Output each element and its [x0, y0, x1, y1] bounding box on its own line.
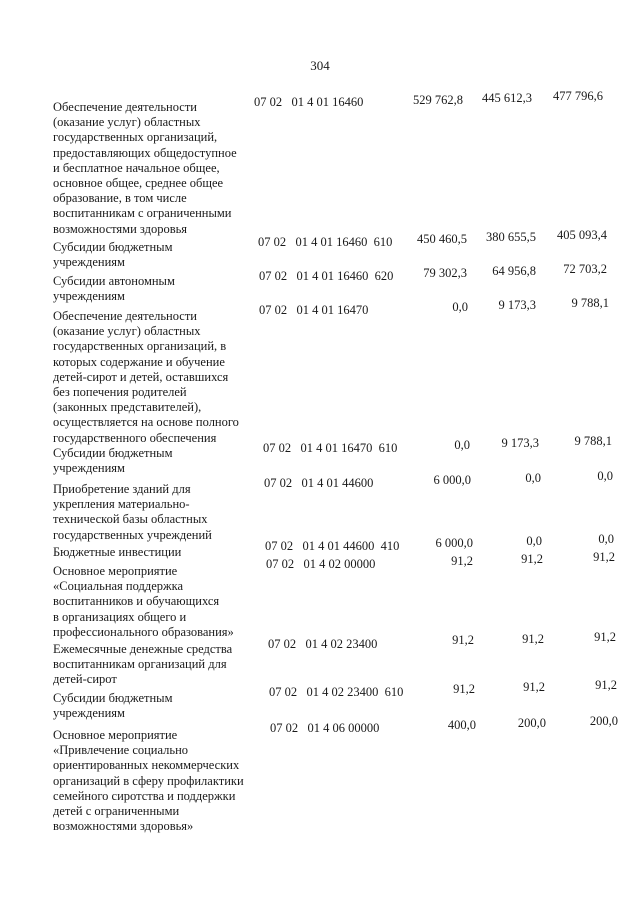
row-description: Ежемесячные денежные средства воспитанникам организаций для детей-сирот — [53, 642, 233, 687]
row-code: 07 02 01 4 01 16460 610 — [258, 235, 393, 249]
row-code: 07 02 01 4 02 23400 — [268, 637, 378, 651]
row-value-3: 72 703,2 — [563, 262, 607, 276]
row-value-1: 79 302,3 — [423, 266, 467, 280]
row-code: 07 02 01 4 01 16460 — [254, 95, 364, 109]
row-code: 07 02 01 4 01 16470 — [259, 303, 369, 317]
row-value-2: 0,0 — [525, 471, 541, 485]
row-value-1: 6 000,0 — [433, 473, 471, 487]
row-code: 07 02 01 4 01 44600 — [264, 476, 374, 490]
row-description: Основное мероприятие «Социальная поддержка воспитанников и обучающихся в организациях общего и профессионального образования» — [53, 564, 234, 639]
row-value-3: 9 788,1 — [571, 296, 609, 310]
row-code: 07 02 01 4 02 00000 — [266, 557, 376, 571]
row-value-2: 0,0 — [526, 534, 542, 548]
row-code: 07 02 01 4 01 44600 410 — [265, 539, 400, 553]
page-number: 304 — [310, 58, 330, 73]
row-description: Субсидии бюджетным учреждениям — [53, 691, 173, 721]
row-description: Субсидии бюджетным учреждениям — [53, 446, 173, 476]
row-code: 07 02 01 4 01 16460 620 — [259, 269, 394, 283]
row-value-1: 450 460,5 — [417, 232, 467, 246]
row-value-3: 9 788,1 — [574, 434, 612, 448]
row-value-3: 91,2 — [595, 678, 617, 692]
row-description: Субсидии бюджетным учреждениям — [53, 240, 173, 270]
row-value-1: 6 000,0 — [435, 536, 473, 550]
row-value-2: 91,2 — [522, 632, 544, 646]
row-code: 07 02 01 4 02 23400 610 — [269, 685, 404, 699]
row-description: Приобретение зданий для укрепления материально- технической базы областных государственных учреждений — [53, 482, 212, 542]
row-value-3: 0,0 — [597, 469, 613, 483]
row-value-2: 64 956,8 — [492, 264, 536, 278]
row-description: Обеспечение деятельности (оказание услуг) областных государственных организаций, предоставляющих общедоступное и бесплатное начальное общее, основное общее, среднее общее образование, в том числе воспитанникам с ограниченными возможностями здоровья — [53, 100, 237, 236]
row-value-3: 405 093,4 — [557, 228, 607, 242]
row-value-3: 0,0 — [598, 532, 614, 546]
row-value-3: 200,0 — [589, 714, 618, 728]
row-value-1: 91,2 — [452, 633, 474, 647]
row-value-2: 91,2 — [521, 552, 543, 566]
row-value-1: 0,0 — [454, 438, 470, 452]
row-code: 07 02 01 4 01 16470 610 — [263, 441, 398, 455]
row-value-1: 400,0 — [447, 718, 476, 732]
row-value-3: 91,2 — [593, 550, 615, 564]
row-value-1: 0,0 — [452, 300, 468, 314]
row-value-3: 91,2 — [594, 630, 616, 644]
row-code: 07 02 01 4 06 00000 — [270, 721, 380, 735]
row-value-3: 477 796,6 — [553, 89, 603, 103]
row-value-2: 445 612,3 — [482, 91, 532, 105]
row-description: Основное мероприятие «Привлечение социально ориентированных некоммерческих организаций в сферу профилактики семейного сиротства и поддержки детей с ограниченными возможностями здоровья» — [53, 728, 244, 834]
row-value-2: 9 173,3 — [498, 298, 536, 312]
row-value-1: 91,2 — [451, 554, 473, 568]
row-description: Обеспечение деятельности (оказание услуг) областных государственных организаций, в которых содержание и обучение детей-сирот и детей, оставшихся без попечения родителей (законных представителей), осуществляется на основе полного государственного обеспечения — [53, 309, 239, 445]
row-value-2: 200,0 — [517, 716, 546, 730]
row-value-2: 9 173,3 — [501, 436, 539, 450]
row-value-1: 91,2 — [453, 682, 475, 696]
row-value-1: 529 762,8 — [413, 93, 463, 107]
row-value-2: 380 655,5 — [486, 230, 536, 244]
row-value-2: 91,2 — [523, 680, 545, 694]
row-description: Бюджетные инвестиции — [53, 545, 182, 559]
row-description: Субсидии автономным учреждениям — [53, 274, 175, 304]
